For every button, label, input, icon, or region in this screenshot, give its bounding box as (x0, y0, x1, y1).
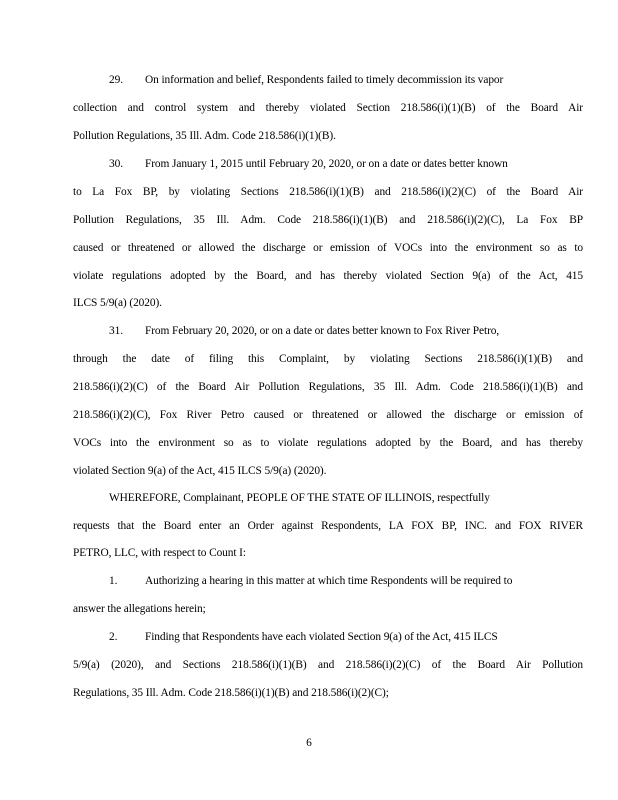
text-line: through the date of filing this Complaint, by violating Sections 218.586(i)(1)(B) and (73, 353, 583, 365)
paragraph-number: 31. (109, 325, 123, 337)
text-line: requests that the Board enter an Order against Respondents, LA FOX BP, INC. and FOX RIVER (73, 520, 583, 532)
prayer-item-2 (109, 630, 498, 644)
text-line: Pollution Regulations, 35 Ill. Adm. Code 218.586(i)(1)(B) and 218.586(i)(2)(C), La Fox BP (73, 214, 583, 226)
paragraph-number: 29. (109, 74, 123, 86)
item-text: Finding that Respondents have each violated Section 9(a) of the Act, 415 ILCS (145, 631, 498, 643)
text-line: ILCS 5/9(a) (2020). (73, 297, 162, 309)
text-line: violate regulations adopted by the Board, and has thereby violated Section 9(a) of the Act, 415 (73, 270, 583, 282)
text-line: PETRO, LLC, with respect to Count I: (73, 547, 246, 559)
text-line: caused or threatened or allowed the discharge or emission of VOCs into the environment so as to (73, 242, 583, 254)
paragraph-31 (109, 324, 499, 338)
text-line: 218.586(i)(2)(C), Fox River Petro caused or threatened or allowed the discharge or emission of (73, 409, 583, 421)
paragraph-29 (109, 73, 503, 87)
paragraph-text: From February 20, 2020, or on a date or dates better known to Fox River Petro, (145, 325, 500, 337)
paragraph-number: 30. (109, 158, 123, 170)
paragraph-30 (109, 157, 508, 171)
text-line: 218.586(i)(2)(C) of the Board Air Pollution Regulations, 35 Ill. Adm. Code 218.586(i)(1)(B) and (73, 381, 583, 393)
item-number: 1. (109, 575, 118, 587)
item-text: Authorizing a hearing in this matter at which time Respondents will be required to (145, 575, 513, 587)
item-number: 2. (109, 631, 118, 643)
page-number: 6 (306, 737, 312, 749)
text-line: answer the allegations herein; (73, 603, 206, 615)
paragraph-text: On information and belief, Respondents failed to timely decommission its vapor (145, 74, 504, 86)
text-line: violated Section 9(a) of the Act, 415 ILCS 5/9(a) (2020). (73, 465, 327, 477)
text-line: 5/9(a) (2020), and Sections 218.586(i)(1)(B) and 218.586(i)(2)(C) of the Board Air Pollution (73, 659, 583, 671)
text-line: to La Fox BP, by violating Sections 218.586(i)(1)(B) and 218.586(i)(2)(C) of the Board Air (73, 186, 583, 198)
text-line: VOCs into the environment so as to violate regulations adopted by the Board, and has thereby (73, 437, 583, 449)
paragraph-text: From January 1, 2015 until February 20, 2020, or on a date or dates better known (145, 158, 508, 170)
text-line: Pollution Regulations, 35 Ill. Adm. Code 218.586(i)(1)(B). (73, 130, 336, 142)
text-line: Regulations, 35 Ill. Adm. Code 218.586(i)(1)(B) and 218.586(i)(2)(C); (73, 687, 389, 699)
prayer-item-1 (109, 574, 512, 588)
text-line: collection and control system and thereby violated Section 218.586(i)(1)(B) of the Board Air (73, 102, 583, 114)
wherefore-clause: WHEREFORE, Complainant, PEOPLE OF THE STATE OF ILLINOIS, respectfully (109, 492, 490, 504)
